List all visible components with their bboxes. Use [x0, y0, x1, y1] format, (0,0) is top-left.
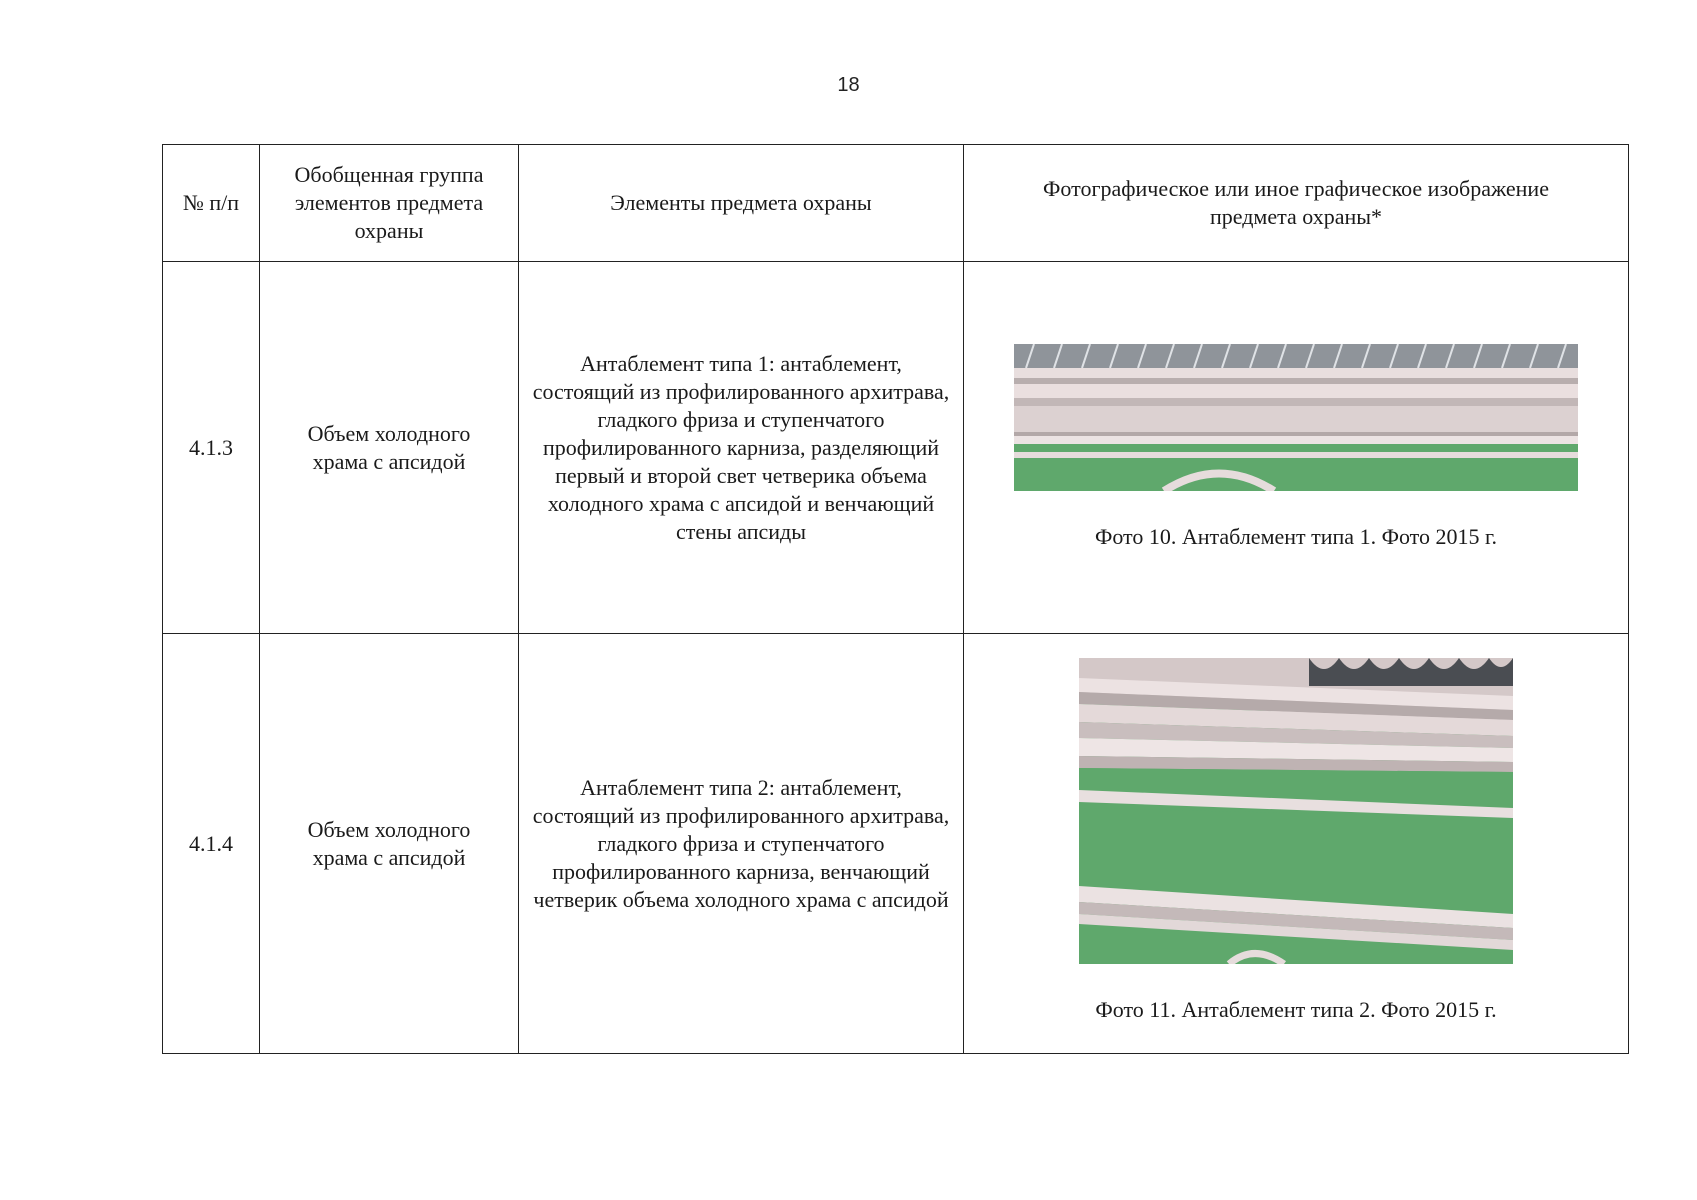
photo-cell [964, 262, 1629, 634]
header-num: № п/п [163, 145, 260, 262]
protection-table [162, 144, 1629, 1054]
photo-caption: Фото 10. Антаблемент типа 1. Фото 2015 г. [1094, 524, 1498, 549]
photo-cell [964, 634, 1629, 1054]
photo-11-entablature [1079, 658, 1513, 964]
row-group: Объем холодного храма с апсидой [260, 634, 519, 1054]
table-row [163, 634, 1629, 1054]
row-elements: Антаблемент типа 2: антаблемент, состоящий из профилированного архитрава, гладкого фриза и ступенчатого профилированного карниза, венчающий четверик объема холодного храма с апсидой [519, 634, 964, 1054]
header-photo: Фотографическое или иное графическое изображение предмета охраны* [964, 145, 1629, 262]
row-num: 4.1.3 [163, 262, 260, 634]
header-elements: Элементы предмета охраны [519, 145, 964, 262]
row-group: Объем холодного храма с апсидой [260, 262, 519, 634]
photo-caption: Фото 11. Антаблемент типа 2. Фото 2015 г. [1095, 996, 1497, 1022]
table-header-row [163, 145, 1629, 262]
header-group: Обобщенная группа элементов предмета охраны [260, 145, 519, 262]
table-row [163, 262, 1629, 634]
row-elements: Антаблемент типа 1: антаблемент, состоящий из профилированного архитрава, гладкого фриза и ступенчатого профилированного карниза, разделяющий первый и второй свет четверика объема холодного храма с апсидой и венчающий стены апсиды [519, 262, 964, 634]
page-number: 18 [837, 74, 860, 96]
photo-10-entablature [1014, 344, 1578, 491]
row-num: 4.1.4 [163, 634, 260, 1054]
